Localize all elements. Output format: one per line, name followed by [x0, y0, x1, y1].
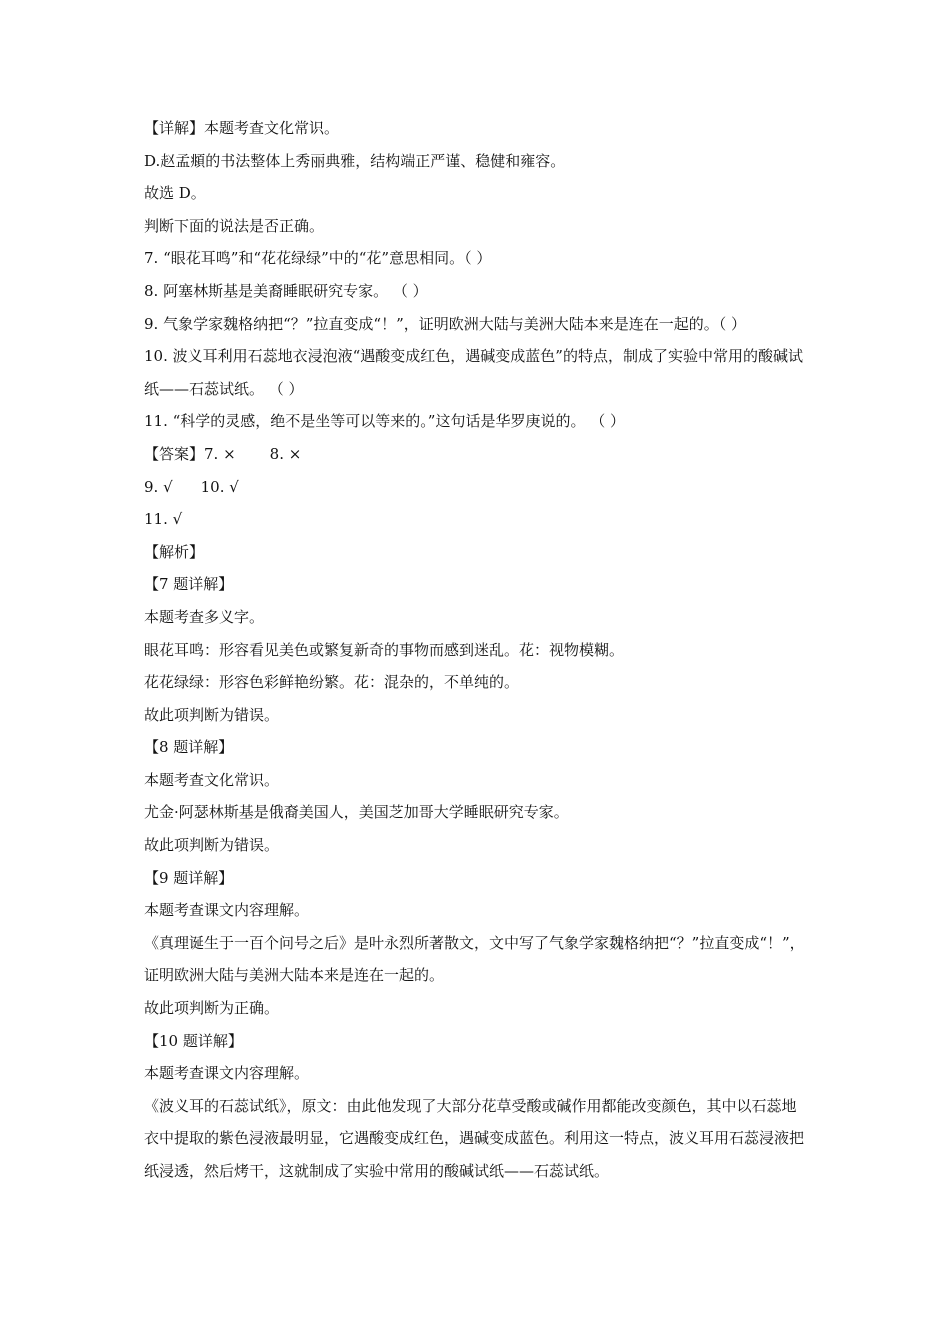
- detail-9-heading: 【9 题详解】: [144, 868, 234, 887]
- question-9-line: 9. 气象学家魏格纳把“？”拉直变成“！”，证明欧洲大陆与美洲大陆本来是连在一起的。（ ）: [144, 314, 747, 333]
- analysis-heading: 【解析】: [144, 542, 205, 561]
- detail-heading-line: 【详解】本题考查文化常识。: [144, 119, 340, 137]
- detail-7-explanation-2: 花花绿绿：形容色彩鲜艳纷繁。花：混杂的，不单纯的。: [144, 673, 520, 692]
- answer-10: 10. √: [200, 477, 239, 496]
- detail-7-topic: 本题考查多义字。: [144, 607, 265, 626]
- detail-text-line: D.赵孟頫的书法整体上秀丽典雅，结构端正严谨、稳健和雍容。: [144, 151, 566, 170]
- question-10-line: 10. 波义耳利用石蕊地衣浸泡液“遇酸变成红色，遇碱变成蓝色”的特点，制成了实验中常用的酸碱试纸——石蕊试纸。 （ ）: [144, 347, 803, 398]
- detail-10-heading: 【10 题详解】: [144, 1031, 243, 1050]
- detail-10-topic: 本题考查课文内容理解。: [144, 1064, 310, 1083]
- answer-11: 11. √: [144, 510, 183, 529]
- judge-instruction-line: 判断下面的说法是否正确。: [144, 216, 325, 235]
- detail-7-explanation-1: 眼花耳鸣：形容看见美色或繁复新奇的事物而感到迷乱。花：视物模糊。: [144, 640, 625, 659]
- detail-8-heading: 【8 题详解】: [144, 738, 234, 757]
- choose-d-line: 故选 D。: [144, 184, 206, 203]
- question-7-line: 7. “眼花耳鸣”和“花花绿绿”中的“花”意思相同。（ ）: [144, 249, 492, 268]
- detail-10-explanation: 《波义耳的石蕊试纸》，原文：由此他发现了大部分花草受酸或碱作用都能改变颜色，其中以石蕊地衣中提取的紫色浸液最明显，它遇酸变成红色，遇碱变成蓝色。利用这一特点，波义耳用石蕊浸液把纸浸透，然后烤干，这就制成了实验中常用的酸碱试纸——石蕊试纸。: [144, 1096, 805, 1180]
- question-8-line: 8. 阿塞林斯基是美裔睡眠研究专家。 （ ）: [144, 281, 428, 300]
- detail-8-topic: 本题考查文化常识。: [144, 770, 280, 789]
- answer-7: 【答案】7. ×: [144, 444, 236, 463]
- answer-line-7-8: [144, 438, 810, 471]
- detail-8-conclusion: 故此项判断为错误。: [144, 836, 280, 855]
- detail-7-conclusion: 故此项判断为错误。: [144, 705, 280, 724]
- detail-9-explanation: 《真理诞生于一百个问号之后》是叶永烈所著散文，文中写了气象学家魏格纳把“？”拉直变成“！”，证明欧洲大陆与美洲大陆本来是连在一起的。: [144, 933, 805, 985]
- detail-9-conclusion: 故此项判断为正确。: [144, 999, 280, 1018]
- question-11-line: 11. “科学的灵感，绝不是坐等可以等来的。”这句话是华罗庚说的。 （ ）: [144, 412, 625, 431]
- answer-8: 8. ×: [269, 444, 302, 463]
- detail-7-heading: 【7 题详解】: [144, 575, 234, 594]
- detail-9-topic: 本题考查课文内容理解。: [144, 901, 310, 920]
- detail-8-explanation: 尤金·阿瑟林斯基是俄裔美国人，美国芝加哥大学睡眠研究专家。: [144, 803, 569, 822]
- answer-line-9-10: [144, 471, 810, 504]
- document-body: [144, 112, 810, 1188]
- answer-9: 9. √: [144, 477, 173, 496]
